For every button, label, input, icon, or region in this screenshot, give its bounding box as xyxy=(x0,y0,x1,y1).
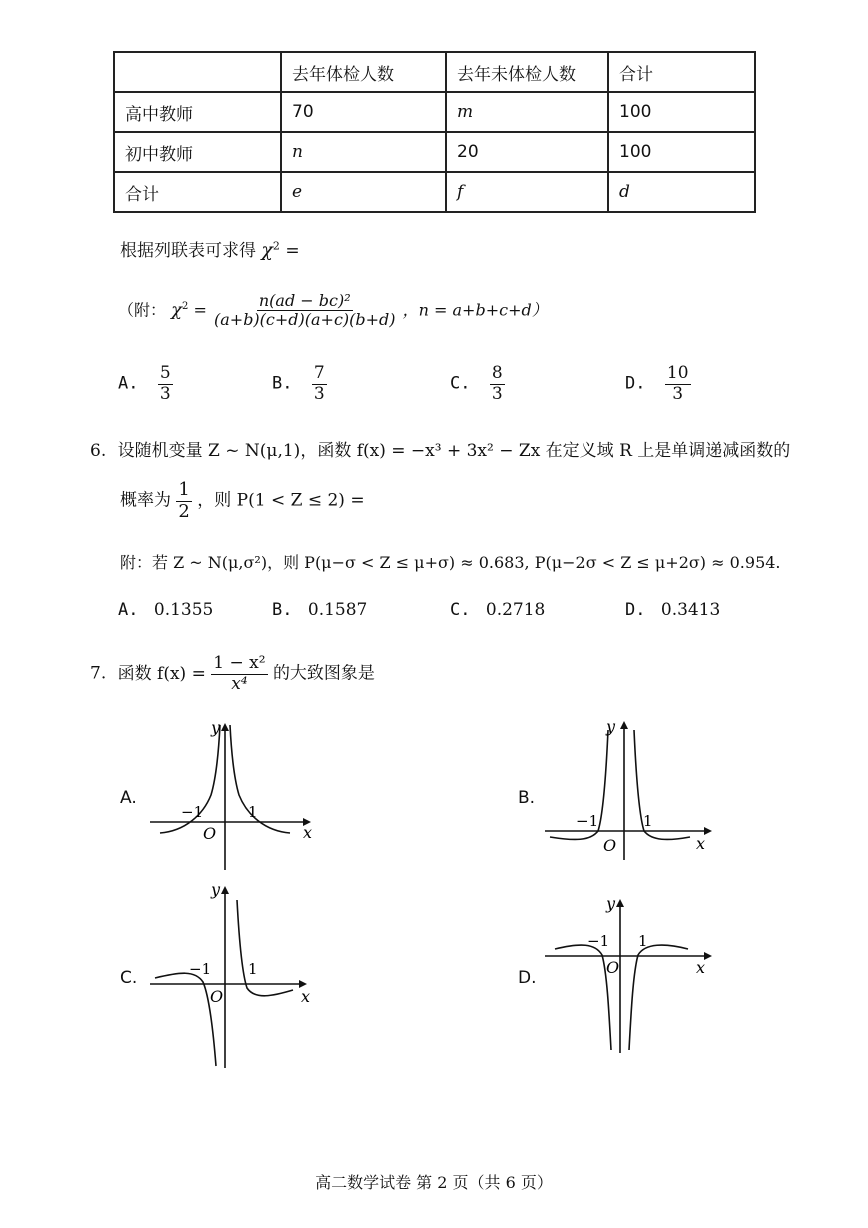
tick-neg1: −1 xyxy=(576,812,599,830)
fraction-denominator: x⁴ xyxy=(231,673,248,694)
option-value: 0.2718 xyxy=(485,600,546,620)
option-fraction xyxy=(665,364,691,404)
table-cell: 100 xyxy=(608,92,755,132)
tick-1: 1 xyxy=(638,932,648,950)
q5-stem xyxy=(120,236,300,261)
graph-b-label[interactable]: B. xyxy=(518,788,536,808)
curve-left xyxy=(555,945,611,1050)
chi-formula-fraction xyxy=(212,292,398,330)
q6-line1 xyxy=(90,436,790,461)
q6-option-c[interactable] xyxy=(450,600,545,620)
table-cell: e xyxy=(281,172,446,212)
fraction-numerator: 8 xyxy=(491,363,503,383)
contingency-table xyxy=(113,51,756,213)
page-footer: 高二数学试卷 第 2 页（共 6 页） xyxy=(315,1173,553,1192)
fraction-denominator: 3 xyxy=(313,383,325,404)
q7-suffix: 的大致图象是 xyxy=(272,663,375,684)
table-cell: n xyxy=(281,132,446,172)
tick-1: 1 xyxy=(248,803,258,821)
y-arrow xyxy=(221,886,229,894)
option-label: D. xyxy=(625,600,646,620)
table-row xyxy=(114,172,755,212)
tick-neg1: −1 xyxy=(189,960,212,978)
y-label: y xyxy=(606,717,616,736)
q6-stem: 设随机变量 Z ~ N(μ,1)，函数 f(x) = −x³ + 3x² − Zx 在定义域 R 上是单调递减函数的 xyxy=(117,441,791,461)
half-fraction xyxy=(176,480,191,522)
table-cell: 初中教师 xyxy=(114,132,281,172)
chi-symbol: χ xyxy=(171,299,183,321)
origin-label: O xyxy=(203,824,217,843)
graph-a-label[interactable]: A. xyxy=(120,788,137,808)
table-cell xyxy=(114,52,281,92)
graph-d[interactable] xyxy=(540,893,720,1058)
table-row xyxy=(114,132,755,172)
note-suffix: ，n = a+b+c+d） xyxy=(402,300,548,320)
graph-d-label[interactable]: D. xyxy=(518,968,537,988)
graph-b[interactable] xyxy=(540,715,720,865)
origin-label: O xyxy=(210,987,224,1006)
tick-neg1: −1 xyxy=(587,932,610,950)
fraction-denominator: 3 xyxy=(672,383,684,404)
tick-neg1: −1 xyxy=(181,803,204,821)
fraction-numerator: 1 xyxy=(178,479,190,500)
option-label: D. xyxy=(625,373,646,394)
y-label: y xyxy=(211,718,221,737)
question-number: 6. xyxy=(90,441,107,461)
x-label: x xyxy=(696,834,706,853)
q6-option-a[interactable] xyxy=(118,600,213,620)
note-prefix: （附： xyxy=(118,300,167,320)
q5-option-a[interactable] xyxy=(118,364,173,404)
y-label: y xyxy=(606,894,616,913)
equals-sign: = xyxy=(193,300,207,320)
table-row xyxy=(114,92,755,132)
option-label: C. xyxy=(450,373,471,394)
q6-option-d[interactable] xyxy=(625,600,720,620)
fraction-numerator: 10 xyxy=(666,363,689,383)
option-fraction xyxy=(312,364,327,404)
option-label: B. xyxy=(272,373,293,394)
table-cell: 20 xyxy=(446,132,608,172)
option-fraction xyxy=(158,364,173,404)
fraction-denominator: 3 xyxy=(491,383,503,404)
chi-symbol: χ xyxy=(261,239,273,261)
table-cell: d xyxy=(608,172,755,212)
table-cell: f xyxy=(446,172,608,212)
fraction-numerator: 7 xyxy=(313,363,325,383)
q5-stem-text: 根据列联表可求得 xyxy=(120,241,256,261)
graph-c-label[interactable]: C. xyxy=(120,968,138,988)
table-cell: m xyxy=(446,92,608,132)
graph-a[interactable] xyxy=(145,715,325,875)
table-header: 去年体检人数 xyxy=(281,52,446,92)
q7-prefix: 函数 f(x) = xyxy=(117,663,206,684)
x-label: x xyxy=(696,958,706,977)
curve-right xyxy=(629,945,688,1050)
table-header: 去年未体检人数 xyxy=(446,52,608,92)
table-cell: 100 xyxy=(608,132,755,172)
option-value: 0.3413 xyxy=(660,600,721,620)
option-label: A. xyxy=(118,373,139,394)
curve-right xyxy=(230,725,290,833)
curve-right xyxy=(237,900,293,996)
equals-sign: = xyxy=(285,241,300,261)
tick-1: 1 xyxy=(643,812,653,830)
fraction-numerator: 1 − x² xyxy=(213,653,266,673)
chi-exponent: 2 xyxy=(272,239,280,253)
q6-line2 xyxy=(120,480,365,522)
fraction-numerator: 5 xyxy=(159,363,171,383)
x-arrow xyxy=(704,827,712,835)
table-cell: 70 xyxy=(281,92,446,132)
y-arrow xyxy=(616,899,624,907)
x-label: x xyxy=(303,823,313,842)
graph-c[interactable] xyxy=(145,878,325,1073)
origin-label: O xyxy=(603,836,617,855)
option-label: A. xyxy=(118,600,139,620)
option-label: B. xyxy=(272,600,293,620)
option-value: 0.1355 xyxy=(153,600,214,620)
x-arrow xyxy=(704,952,712,960)
q6-prefix: 概率为 xyxy=(120,490,171,511)
curve-left xyxy=(155,973,216,1066)
y-arrow xyxy=(620,721,628,729)
q5-option-c[interactable] xyxy=(450,364,505,404)
q5-option-b[interactable] xyxy=(272,364,327,404)
x-label: x xyxy=(301,987,311,1006)
question-number: 7. xyxy=(90,663,107,684)
q7-stem xyxy=(90,654,375,694)
formula-numerator: n(ad − bc)² xyxy=(258,291,351,310)
fraction-denominator: 3 xyxy=(159,383,171,404)
origin-label: O xyxy=(606,958,620,977)
q5-formula-note xyxy=(118,292,548,330)
tick-1: 1 xyxy=(248,960,258,978)
table-cell: 合计 xyxy=(114,172,281,212)
chi-exponent: 2 xyxy=(182,301,189,313)
fraction-denominator: 2 xyxy=(178,500,190,522)
option-fraction xyxy=(490,364,505,404)
y-label: y xyxy=(211,880,221,899)
q7-fraction xyxy=(211,654,267,694)
q5-option-d[interactable] xyxy=(625,364,691,404)
q6-note: 附：若 Z ~ N(μ,σ²)，则 P(μ−σ < Z ≤ μ+σ) ≈ 0.683, P(μ−2σ < Z ≤ μ+2σ) ≈ 0.954. xyxy=(120,553,781,572)
q6-option-b[interactable] xyxy=(272,600,367,620)
q6-suffix: ，则 P(1 < Z ≤ 2) = xyxy=(197,490,365,511)
table-header-row xyxy=(114,52,755,92)
table-cell: 高中教师 xyxy=(114,92,281,132)
y-arrow xyxy=(221,723,229,731)
table-header: 合计 xyxy=(608,52,755,92)
formula-denominator: (a+b)(c+d)(a+c)(b+d) xyxy=(214,310,396,330)
option-label: C. xyxy=(450,600,471,620)
option-value: 0.1587 xyxy=(307,600,368,620)
